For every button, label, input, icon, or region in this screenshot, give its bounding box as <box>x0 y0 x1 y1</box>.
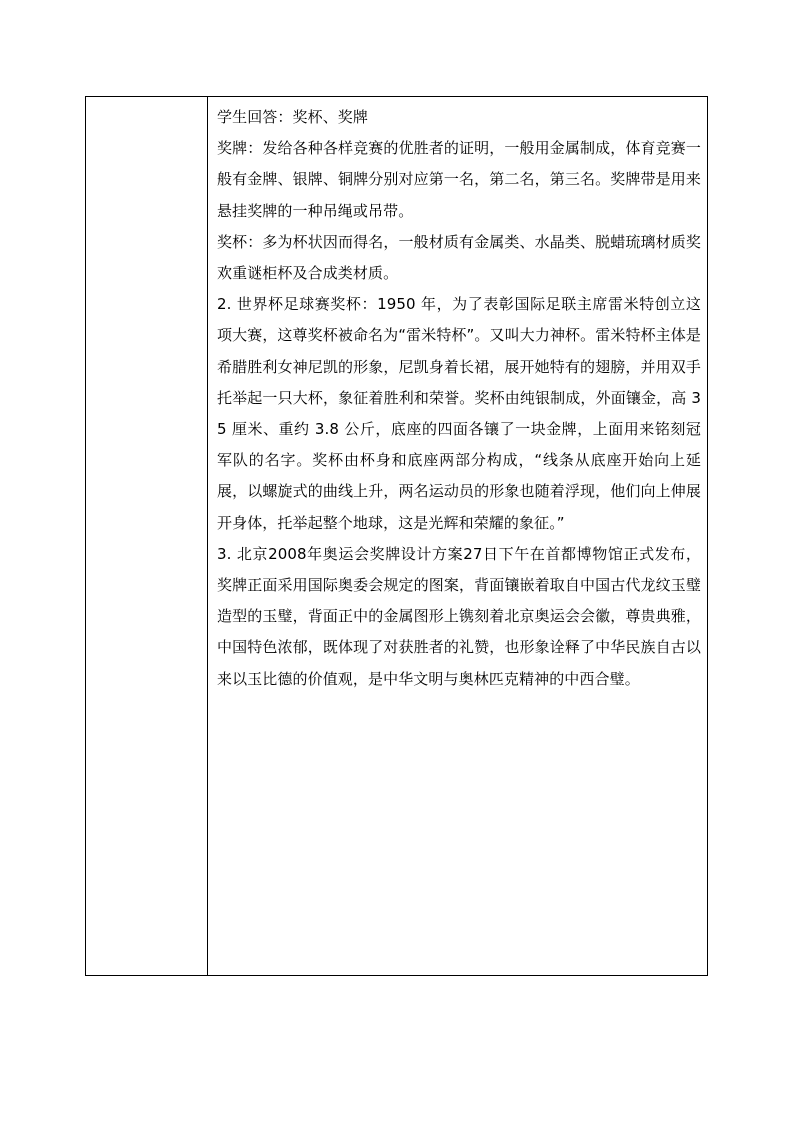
paragraph-student-answer: 学生回答：奖杯、奖牌 <box>217 108 369 126</box>
right-cell <box>217 102 701 695</box>
paragraph-world-cup-trophy: 2. 世界杯足球赛奖杯：1950 年，为了表彰国际足联主席雷米特创立这项大赛，这尊奖杯被命名为“雷米特杯”。又叫大力神杯。雷米特杯主体是希腊胜利女神尼凯的形象，尼凯身着长裙，展开她特有的翅膀，并用双手托举起一只大杯，象征着胜利和荣誉。奖杯由纯银制成，外面镶金，高 35 厘米、重约 3.8 公斤，底座的四面各镶了一块金牌，上面用来铭刻冠军队的名字。奖杯由杯身和底座两部分构成，“线条从底座开始向上延展，以螺旋式的曲线上升，两名运动员的形象也随着浮现，他们向上伸展开身体，托举起整个地球，这是光辉和荣耀的象征。” <box>217 295 701 532</box>
paragraph-medal-definition: 奖牌：发给各种各样竞赛的优胜者的证明，一般用金属制成，体育竞赛一般有金牌、银牌、铜牌分别对应第一名，第二名，第三名。奖牌带是用来悬挂奖牌的一种吊绳或吊带。 <box>217 139 701 220</box>
left-cell <box>86 97 207 975</box>
paragraph-beijing-2008-medal: 3. 北京2008年奥运会奖牌设计方案27日下午在首都博物馆正式发布，奖牌正面采用国际奥委会规定的图案，背面镶嵌着取自中国古代龙纹玉璧造型的玉璧，背面正中的金属图形上镌刻着北京奥运会会徽，尊贵典雅，中国特色浓郁，既体现了对获胜者的礼赞，也形象诠释了中华民族自古以来以玉比德的价值观，是中华文明与奥林匹克精神的中西合璧。 <box>217 544 701 688</box>
column-divider <box>207 97 208 975</box>
paragraph-trophy-definition: 奖杯：多为杯状因而得名，一般材质有金属类、水晶类、脱蜡琉璃材质奖欢重谜柜杯及合成类材质。 <box>217 232 701 283</box>
lesson-table <box>85 96 708 976</box>
